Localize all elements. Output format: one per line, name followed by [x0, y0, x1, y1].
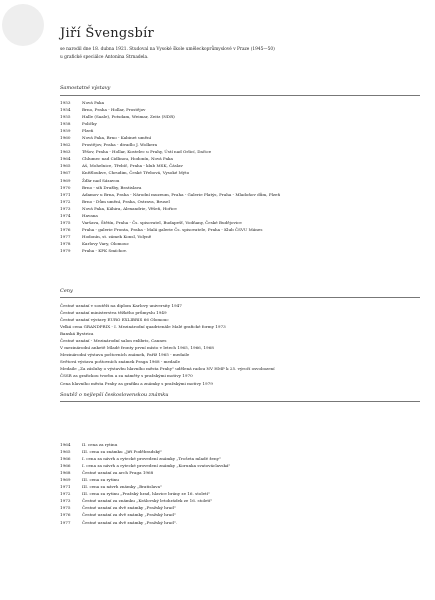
prizes-heading: Ceny	[60, 288, 73, 294]
list-item	[60, 519, 420, 526]
list-item	[60, 205, 420, 212]
list-item	[60, 177, 420, 184]
year-label: 1975	[60, 505, 71, 511]
list-item	[60, 233, 420, 240]
list-item	[60, 141, 420, 148]
list-item	[60, 212, 420, 219]
list-item	[60, 127, 420, 134]
section-divider	[60, 297, 420, 298]
year-label: 1974	[60, 212, 71, 218]
entry-text: Čestné uznání za dvě známky „Pražský hrad".	[82, 519, 178, 525]
year-label: 1964	[60, 156, 71, 162]
year-label: 1964	[60, 442, 71, 447]
entry-text: Čestné uznání za známku „Královský letohrádek ze 16. století"	[82, 498, 213, 504]
list-item	[60, 476, 420, 483]
intro-line: u grafické speciálce Antonína Strnadela.	[60, 55, 149, 60]
year-label: 1953	[60, 100, 71, 105]
year-label: 1972	[60, 198, 71, 204]
year-label: 1959	[60, 128, 71, 134]
list-item	[60, 483, 420, 490]
list-item	[60, 469, 420, 476]
prize-line: Čestné uznání - Mezinárodní salon exlibris, Cannes	[60, 338, 167, 344]
entry-text: Čestné uznání za dvě známky „Pražský hrad"	[82, 505, 176, 511]
entry-text: Brno, Praha - Hollar, Prostějov	[82, 107, 146, 113]
entry-text: Chlumec nad Cidlinou, Hodonín, Nová Paka	[82, 156, 173, 162]
list-item	[60, 134, 420, 141]
entry-text: III. cena za rytinu	[82, 477, 119, 483]
prizes-list	[60, 302, 420, 387]
year-label: 1977	[60, 519, 71, 525]
list-item	[60, 226, 420, 233]
entry-text: III. cena za návrh známky „Bratislava"	[82, 484, 162, 490]
entry-text: Adamov u Brna, Praha - Národní muzeum, Praha - Galerie Platýs, Praha - Mladoňov dům, Plzeň	[82, 191, 281, 197]
entry-text: Prostějov, Praha - divadlo J. Wolkera	[82, 142, 158, 148]
list-item	[60, 198, 420, 205]
prize-line: Čestné uznání ministerstva těžkého průmyslu 1949	[60, 310, 167, 316]
year-label: 1954	[60, 107, 71, 113]
list-item	[60, 490, 420, 497]
stamps-heading: Soutěž o nejlepší československou známku	[60, 392, 169, 398]
year-label: 1972	[60, 491, 71, 497]
list-item	[60, 455, 420, 462]
entry-text: Praha - galerie Fronta, Praha - Malá galerie Čs. spisovatele, Praha - Klub ČSVU Mánes	[82, 226, 263, 232]
artist-name: Jiří Švengsbír	[60, 26, 155, 41]
entry-text: Čestné uznání za dvě známky „Pražský hrad"	[82, 512, 176, 518]
entry-text: Těšov, Praha - Hollar, Kostelec u Prahy, Ústí nad Orlicí, Dačice	[82, 149, 212, 155]
entry-text: Praha - KPK Smíchov.	[82, 247, 127, 253]
entry-text: I. cena za návrh a rytecké provedení známky „Korunka svatováclavská"	[82, 463, 231, 469]
entry-text: Hodonín, st. zámek Konsl, Volyně	[82, 233, 152, 239]
biography-intro	[60, 46, 410, 62]
list-item	[60, 448, 420, 455]
year-label: 1958	[60, 121, 71, 127]
year-label: 1963	[60, 149, 71, 155]
prize-line: V mezinárodní anketě Mladé fronty první místo v letech 1965, 1966, 1968	[60, 345, 214, 351]
entry-text: Brno - Dům umění, Praha, Ostrava, Brusel	[82, 198, 170, 204]
paper-stain	[2, 4, 44, 46]
list-item	[60, 184, 420, 191]
prize-line: Banská Bystrica	[60, 331, 94, 337]
year-label: 1969	[60, 177, 71, 183]
year-label: 1977	[60, 233, 71, 239]
entry-text: Karlovy Vary, Olomouc	[82, 240, 129, 246]
exhibitions-heading: Samostatné výstavy	[60, 85, 111, 91]
year-label: 1968	[60, 470, 71, 476]
entry-text: Nová Paka	[82, 100, 105, 105]
list-item	[60, 240, 420, 247]
prize-line: Čestné uznání v soutěži na diplom Karlovy university 1947	[60, 303, 182, 308]
year-label: 1960	[60, 135, 71, 141]
year-label: 1976	[60, 226, 71, 232]
intro-line: se narodil dne 18. dubna 1921. Studoval na Vysoké škole uměleckoprůmyslové v Praze (1945—50)	[60, 47, 275, 52]
prize-line: Cena hlavního města Prahy za grafiku a známky s pražskými motivy 1979	[60, 380, 213, 386]
year-label: 1973	[60, 498, 71, 504]
list-item	[60, 99, 420, 106]
list-item	[60, 169, 420, 176]
entry-text: I. cena za návrh a rytecké provedení známky „Trošeta mladé ženy"	[82, 456, 221, 462]
year-label: 1966	[60, 463, 71, 469]
list-item	[60, 462, 420, 469]
prize-line: Čestné uznání výstavy EURO EXLIBRIS 66 Olomouc	[60, 317, 169, 323]
entry-text: Žďár nad Sázavou	[82, 177, 120, 183]
year-label: 1965	[60, 163, 71, 169]
list-item	[60, 441, 420, 448]
list-item	[60, 247, 420, 254]
year-label: 1969	[60, 477, 71, 483]
entry-text: Brno - síň Družby, Bratislava	[82, 184, 142, 190]
entry-text: Havana	[82, 212, 98, 218]
entry-text: Poličky	[82, 121, 97, 127]
year-label: 1978	[60, 240, 71, 246]
entry-text: Nová Paka, Káhira, Alexandrie, Věšeň, Hořice	[82, 205, 177, 211]
year-label: 1955	[60, 114, 71, 120]
prize-line: Mezinárodní výstava poštovních známek, Paříž 1965 - medaile	[60, 352, 190, 358]
year-label: 1965	[60, 449, 71, 455]
list-item	[60, 511, 420, 518]
exhibitions-list	[60, 99, 420, 254]
stamps-list	[60, 441, 420, 526]
entry-text: II. cena za rytinu	[82, 442, 118, 447]
list-item	[60, 113, 420, 120]
year-label: 1970	[60, 184, 71, 190]
year-label: 1973	[60, 205, 71, 211]
prize-line: Velká cena GRANDPRIX - I. Mezinárodní quadrienále Malé grafické formy 1973	[60, 324, 226, 330]
list-item	[60, 504, 420, 511]
list-item	[60, 162, 420, 169]
year-label: 1967	[60, 170, 71, 176]
year-label: 1971	[60, 191, 71, 197]
entry-text: Nová Paka, Brno - Kabinet umění	[82, 135, 152, 141]
year-label: 1971	[60, 484, 71, 490]
list-item	[60, 191, 420, 198]
prize-line: Světová výstava poštovních známek Praga 1968 - medaile	[60, 359, 181, 365]
list-item	[60, 148, 420, 155]
list-item	[60, 120, 420, 127]
entry-text: Halle (Saale), Potsdam, Weimar, Zeitz (NDR)	[82, 114, 175, 120]
year-label: 1979	[60, 247, 71, 253]
section-divider	[60, 401, 420, 402]
entry-text: Plzeň	[82, 128, 94, 134]
entry-text: Kněžloukve, Chrudim, České Třebová, Vysoké Mýto	[82, 170, 190, 176]
entry-text: III. cena za známku „Jiří Poděbradský"	[82, 449, 163, 455]
section-divider	[60, 95, 420, 96]
list-item	[60, 155, 420, 162]
year-label: 1966	[60, 456, 71, 462]
year-label: 1975	[60, 219, 71, 225]
list-item	[60, 497, 420, 504]
list-item	[60, 219, 420, 226]
prize-line: ČSSR za grafickou tvorbu a za náměty s pražskými motivy 1970	[60, 373, 193, 379]
list-item	[60, 106, 420, 113]
year-label: 1962	[60, 142, 71, 148]
entry-text: III. cena za rytinu „Pražský hrad, hlavice brány ze 16. století"	[82, 491, 210, 497]
year-label: 1976	[60, 512, 71, 518]
entry-text: Čestné uznání za arch Praga 1968	[82, 470, 154, 476]
entry-text: Aš, Mohelnice, Třebíč, Praha - klub MSK, Čáslav	[82, 163, 183, 169]
entry-text: Varšava, Štětín, Praha - Čs. spisovatel, Budapešť, Vodňany, České Budějovice	[82, 219, 242, 225]
prize-line: Medaile „Za zásluhy o výstavbu hlavního města Prahy" udělená radou NV HMP k 25. výročí osvobození	[60, 366, 275, 372]
